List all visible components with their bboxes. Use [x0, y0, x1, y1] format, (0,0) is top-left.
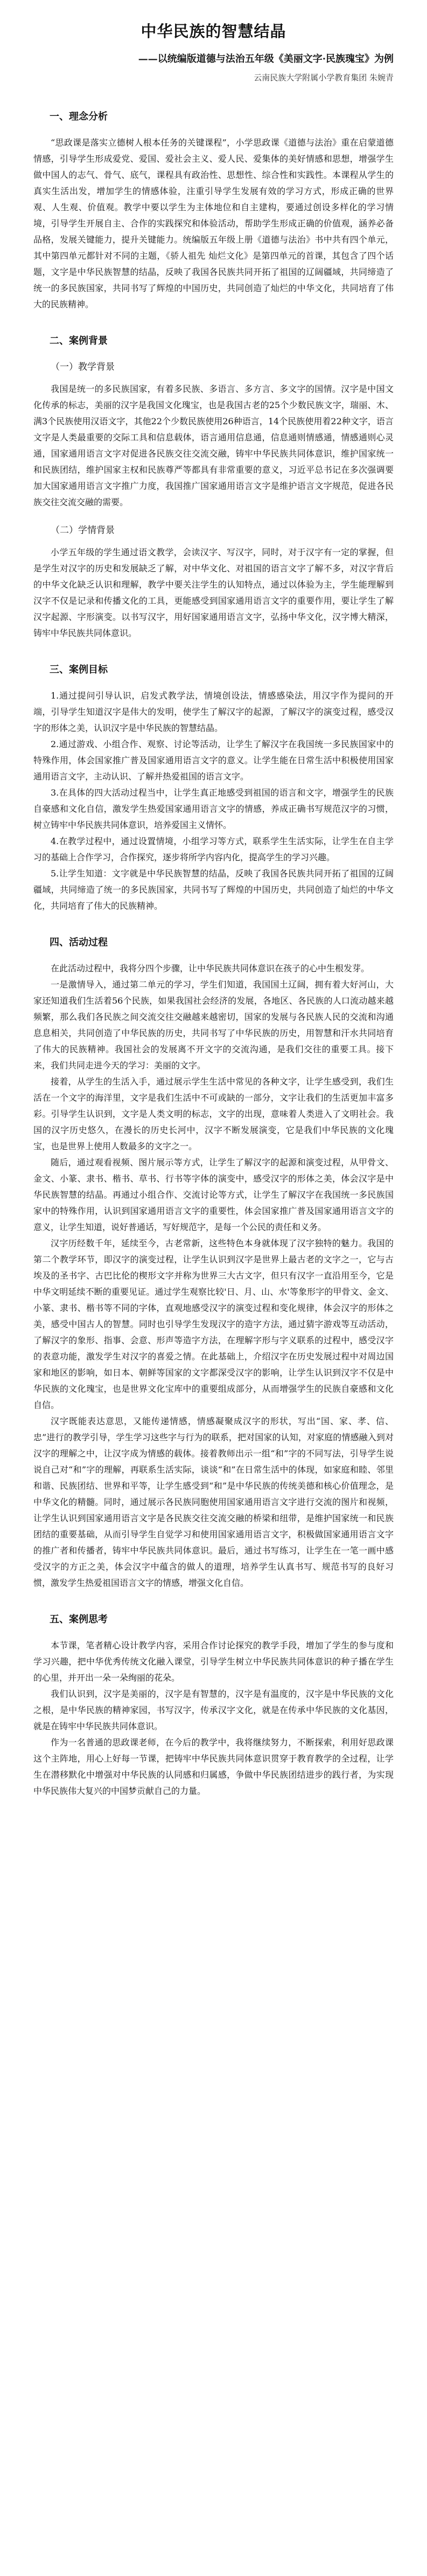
paragraph: 我国是统一的多民族国家，有着多民族、多语言、多方言、多文字的国情。汉字是中国文化传承的标志，美丽的汉字是我国文化瑰宝，也是我国古老的25个少数民族文字，瑞丽、木、满3个民族使用汉语文字，其他22个少数民族使用26种语言，14个民族使用着22种文字，语言文字是人类最重要的交际工具和信息载体，语言通用信息通，信息通则情感通，情感通则心灵通，国家通用语言文字对促进各民族交往交流交融，铸牢中华民族共同体意识，维护国家统一和民族团结，维护国家主权和民族尊严等都具有非常重要的意义，习近平总书记在多次强调要加大国家通用语言文字推广力度，我国推广国家通用语言文字是维护语言文字规范，促进各民族交往交流交融的需要。: [33, 384, 394, 507]
paragraph: 3.在具体的四大活动过程当中，让学生真正地感受到祖国的语言和文字，增强学生的民族自豪感和文化自信，激发学生热爱国家通用语言文字的情感，养成正确书写规范汉字的习惯，树立铸牢中华民族共同体意识，培养爱国主义情怀。: [33, 788, 394, 830]
section-heading: 三、案例目标: [50, 664, 108, 675]
section-heading: 二、案例背景: [50, 335, 108, 347]
subsection-heading: （一）教学背景: [51, 362, 115, 372]
paragraph: 我们认识到，汉字是美丽的，汉字是有智慧的，汉字是有温度的，汉字是中华民族的文化之根，是中华民族的精神家园，书写汉字，传承汉字文化，就是在传承中华民族的文化基因，就是在铸牢中华民族共同体意识。: [33, 1689, 394, 1731]
paragraph: 在此活动过程中，我将分四个步骤，让中华民族共同体意识在孩子的心中生根发芽。: [51, 963, 370, 973]
article-body: [33, 109, 394, 1799]
author-line: 云南民族大学附属小学教育集团 朱婉青: [254, 73, 394, 82]
paragraph: 汉字既能表达意思，又能传递情感，情感凝聚成汉字的形状，写出“国、家、孝、信、忠”进行的教学引导，学生学习这些字与行为的联系，把对国家的认知，对家庭的情感融入到对汉字的理解之中，让汉字成为情感的载体。接着教师出示一组“和”字的不同写法，引导学生说说自己对“和”字的理解，再联系生活实际，谈谈“和”在日常生活中的体现，如家庭和睦、邻里和谐、民族团结、世界和平等，让学生感受到“和”是中华民族的传统美德和核心价值理念，是中华文化的精髓。同时，通过展示各民族同胞使用国家通用语言文字进行交流的图片和视频，让学生认识到国家通用语言文字是各民族交往交流交融的桥梁和纽带，是维护国家统一和民族团结的重要基础，从而引导学生自觉学习和使用国家通用语言文字，积极做国家通用语言文字的推广者和传播者，铸牢中华民族共同体意识。最后，通过书写练习，让学生在一笔一画中感受汉字的方正之美，体会汉字中蕴含的做人的道理，培养学生认真书写、规范书写的良好习惯，激发学生热爱祖国语言文字的情感，增强文化自信。: [33, 1416, 394, 1588]
section-heading: 一、理念分析: [50, 111, 108, 122]
subsection-heading: （二）学情背景: [51, 525, 115, 536]
paragraph: 4.在教学过程中，通过设置情境，小组学习等方式，联系学生生活实际，让学生在自主学习的基础上合作学习，合作探究，逐步将所学内容内化，提高学生的学习兴趣。: [33, 836, 394, 862]
section-heading: 五、案例思考: [50, 1614, 108, 1625]
paragraph: 1.通过提问引导认识，启发式教学法，情境创设法，情感感染法，用汉字作为提问的开端，引导学生知道汉字是伟大的发明，使学生了解汉字的起源，了解汉字的演变过程，感受汉字的形体之美，认识汉字是中华民族的智慧结晶。: [33, 690, 394, 733]
paragraph: 接着，从学生的生活入手，通过展示学生生活中常见的各种文字，让学生感受到，我们生活在一个文字的海洋里，文字是我们生活中不可或缺的一部分，文字让我们的生活更加丰富多彩。引导学生认识到，文字是人类文明的标志，文字的出现，意味着人类进入了文明社会。我国的汉字历史悠久，在漫长的历史长河中，汉字不断发展演变，它是我们中华民族的文化瑰宝，也是世界上使用人数最多的文字之一。: [33, 1076, 394, 1151]
paragraph: 一是激情导入，通过第二单元的学习，学生们知道，我国国土辽阔，拥有着大好河山，大家还知道我们生活着56个民族，如果我国社会经济的发展，各地区、各民族的人口流动越来越频繁，那么我们各民族之间交流交往交融越来越密切，国家的发展与各民族人民的交流和沟通息息相关，共同创造了中华民族的历史，共同书写了中华民族的历史，用智慧和汗水共同培育了伟大的民族精神。我国社会的发展离不开文字的交流沟通，是我们交往的重要工具。接下来，我们共同走进今天的学习：美丽的文字。: [33, 979, 394, 1071]
paragraph: 2.通过游戏、小组合作、观察、讨论等活动，让学生了解汉字在我国统一多民族国家中的特殊作用，体会国家推广普及国家通用语言文字的意义。让学生能在日常生活中积极使用国家通用语言文字，主动认识、了解并热爱祖国的语言文字。: [33, 739, 394, 782]
paragraph: 汉字历经数千年，延续至今，古老常新，这些特色本身就体现了汉字独特的魅力。我国的第二个教学环节，即汉字的演变过程，让学生认识到汉字是世界上最古老的文字之一，它与古埃及的圣书字、古巴比伦的楔形文字并称为世界三大古文字，但只有汉字一直沿用至今，它是中华文明延续不断的重要见证。通过学生观察比较'日、月、山、水'等象形字的甲骨文、金文、小篆、隶书、楷书等不同的字体，直观地感受汉字的演变过程和变化规律，体会汉字的形体之美，感受中国古人的智慧。同时也引导学生发现汉字的造字方法，通过猜字游戏等互动活动，了解汉字的象形、指事、会意、形声等造字方法，在理解字形与字义联系的过程中，感受汉字的表意功能，激发学生对汉字的喜爱之情。在此基础上，介绍汉字在历史发展过程中对周边国家和地区的影响，如日本、朝鲜等国家的文字都深受汉字的影响，让学生认识到汉字不仅是中华民族的文化瑰宝，也是世界文化宝库中的重要组成部分，从而增强学生的民族自豪感和文化自信。: [33, 1238, 394, 1410]
paragraph: 小学五年级的学生通过语文教学，会读汉字、写汉字，同时，对于汉字有一定的掌握，但是学生对汉字的历史和发展缺乏了解，对中华文化、对祖国的语言文字了解不多，对汉字背后的中华文化缺乏认识和理解，教学中要关注学生的认知特点，通过以体验为主，学生能理解到汉字不仅是记录和传播文化的工具，更能感受到国家通用语言文字的重要作用，要让学生了解汉字起源、字形演变。以书写汉字，用好国家通用语言文字，弘扬中华文化，汉字博大精深，铸牢中华民族共同体意识。: [33, 547, 394, 638]
paragraph: 作为一名普通的思政课老师，在今后的教学中，我将继续努力，不断探索，利用好思政课这个主阵地，用心上好每一节课，把铸牢中华民族共同体意识贯穿于教育教学的全过程，让学生在潜移默化中增强对中华民族的认同感和归属感，争做中华民族团结进步的践行者，为实现中华民族伟大复兴的中国梦贡献自己的力量。: [33, 1737, 394, 1796]
article-title: 中华民族的智慧结晶: [141, 22, 286, 40]
article-subtitle: ——以统编版道德与法治五年级《美丽文字·民族瑰宝》为例: [138, 53, 394, 65]
paragraph: 5.让学生知道：文字就是中华民族智慧的结晶，反映了我国各民族共同开拓了祖国的辽阔疆域，共同缔造了统一的多民族国家，共同书写了辉煌的中国历史，共同创造了灿烂的中华文化，共同培育了伟大的民族精神。: [33, 868, 394, 911]
paragraph: 本节课，笔者精心设计教学内容，采用合作讨论探究的教学手段，增加了学生的参与度和学习兴趣，把中华优秀传统文化融入课堂，引导学生树立中华民族共同体意识的种子播在学生的心里，并开出一朵一朵绚丽的花朵。: [33, 1640, 394, 1683]
paragraph: “思政课是落实立德树人根本任务的关键课程”，小学思政课《道德与法治》重在启蒙道德情感，引导学生形成爱党、爱国、爱社会主义、爱人民、爱集体的美好情感和思想，增强学生做中国人的志气、骨气、底气，课程具有政治性、思想性、综合性和实践性。本课程从学生的真实生活出发，增加学生的情感体验，注重引导学生发展有效的学习方式，形成正确的世界观、人生观、价值观。教学中要以学生为主体地位和自主建构，要通过创设多样化的学习情境，引导学生开展自主、合作的实践探究和体验活动，帮助学生形成正确的价值观，涵养必备品格，发展关键能力，提升关键能力。统编版五年级上册《道德与法治》书中共有四个单元，其中第四单元都针对不同的主题，《骄人祖先 灿烂文化》是第四单元的首课，其包含了四个话题，文字是中华民族智慧的结晶，反映了我国各民族共同开拓了祖国的辽阔疆域，共同缔造了统一的多民族国家，共同书写了辉煌的中国历史，共同创造了灿烂的中华文化，共同培育了伟大的民族精神。: [33, 137, 394, 309]
section-heading: 四、活动过程: [50, 937, 108, 948]
paragraph: 随后，通过观看视频、图片展示等方式，让学生了解汉字的起源和演变过程，从甲骨文、金文、小篆、隶书、楷书、草书、行书等字体的演变中，感受汉字的形体之美，体会汉字是中华民族智慧的结晶。再通过小组合作、交流讨论等方式，让学生了解汉字在我国统一多民族国家中的特殊作用，认识到国家通用语言文字的重要性，体会国家推广普及国家通用语言文字的意义，让学生知道，说好普通话，写好规范字，是每一个公民的责任和义务。: [33, 1157, 394, 1232]
